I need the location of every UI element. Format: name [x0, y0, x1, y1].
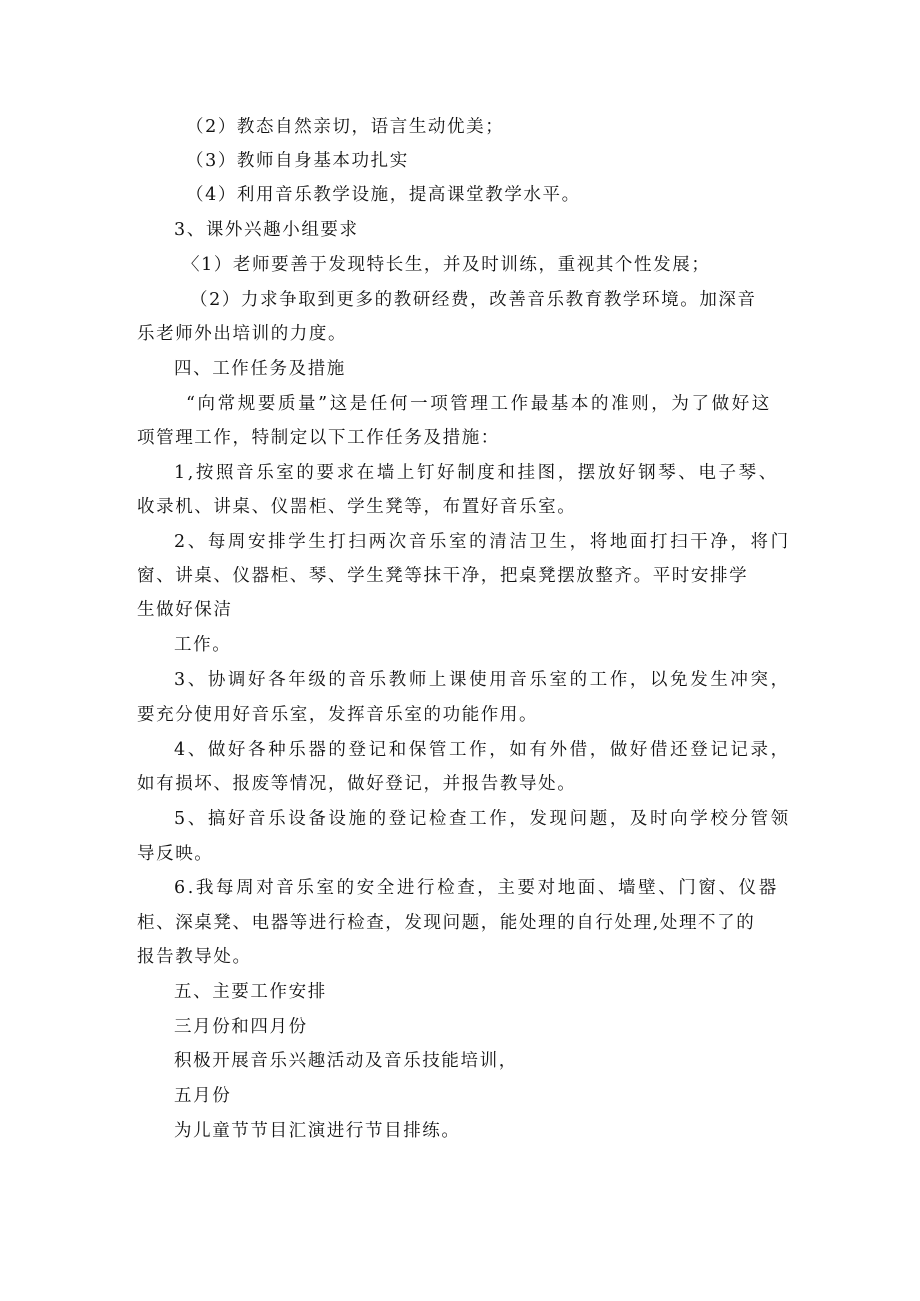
paragraph-line: 2、每周安排学生打扫两次音乐室的清洁卫生，将地面打扫干净，将门 [174, 532, 791, 552]
paragraph-line: 生做好保洁 [137, 600, 233, 620]
paragraph-line: 为儿童节节目汇演进行节目排练。 [174, 1121, 461, 1141]
paragraph-line: 要充分使用好音乐室，发挥音乐室的功能作用。 [137, 705, 539, 725]
paragraph-line: 3、协调好各年级的音乐教师上课使用音乐室的工作，以免发生冲突， [174, 670, 791, 690]
paragraph-line: 窗、讲桌、仪器柜、琴、学生凳等抹干净，把桌凳摆放整齐。平时安排学 [137, 566, 749, 586]
paragraph-line: （2）力求争取到更多的教研经费，改善音乐教育教学环境。加深音 [190, 290, 757, 310]
paragraph-line: 积极开展音乐兴趣活动及音乐技能培训， [174, 1051, 518, 1071]
subheading: 三月份和四月份 [174, 1017, 308, 1037]
paragraph-line: 收录机、讲桌、仪噐柜、学生凳等，布置好音乐室。 [137, 497, 577, 517]
paragraph-line: （3）教师自身基本功扎实 [186, 151, 409, 171]
paragraph-line: 柜、深桌凳、电器等进行检查，发现问题，能处理的自行处理,处理不了的 [137, 913, 756, 933]
paragraph-line: 5、搞好音乐设备设施的登记检查工作，发现问题，及时向学校分管领 [174, 809, 791, 829]
paragraph-line: 6.我每周对音乐室的安全进行检查，主要对地面、墙壁、门窗、仪器 [174, 878, 779, 898]
paragraph-line: 乐老师外出培训的力度。 [137, 324, 348, 344]
paragraph-line: （4）利用音乐教学设施，提高课堂教学水平。 [186, 185, 581, 205]
paragraph-line: 〈1）老师要善于发现特长生，并及时训练，重视其个性发展； [182, 255, 711, 275]
paragraph-line: 项管理工作，特制定以下工作任务及措施： [137, 428, 500, 448]
section-heading: 四、工作任务及措施 [174, 359, 346, 379]
paragraph-line: 如有损坏、报废等情况，做好登记，并报告教导处。 [137, 774, 577, 794]
section-heading: 3、课外兴趣小组要求 [174, 220, 359, 240]
paragraph-line: 工作。 [174, 635, 232, 655]
paragraph-line: 导反映。 [137, 844, 214, 864]
paragraph-line: 1,按照音乐室的要求在墙上钉好制度和挂图，摆放好钢琴、电子琴、 [174, 463, 779, 483]
paragraph-line: 报告教导处。 [137, 947, 252, 967]
paragraph-line: （2）教态自然亲切，语言生动优美； [186, 117, 505, 137]
subheading: 五月份 [174, 1086, 232, 1106]
section-heading: 五、主要工作安排 [174, 982, 327, 1002]
paragraph-line: “向常规要质量”这是任何一项管理工作最基本的准则，为了做好这 [186, 394, 772, 414]
paragraph-line: 4、做好各种乐器的登记和保管工作，如有外借，做好借还登记记录， [174, 740, 791, 760]
